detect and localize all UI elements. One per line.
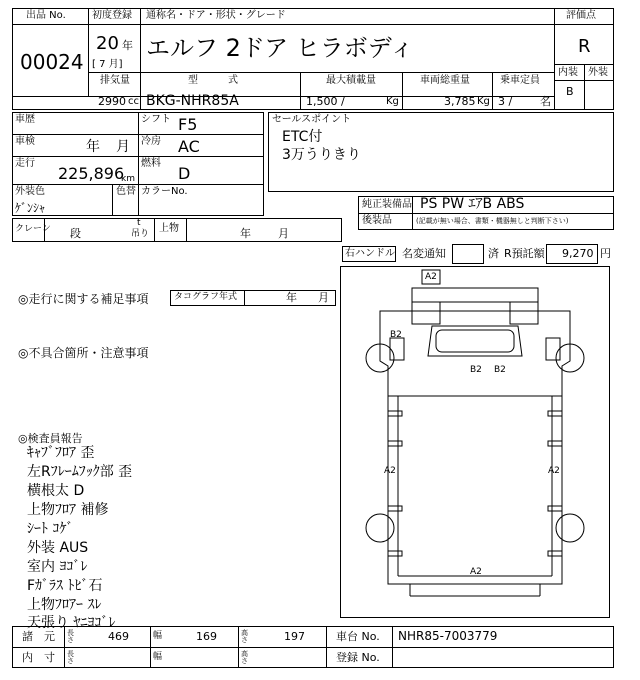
interior-grade-label: 内装 [558,67,578,78]
fuel-label: 燃料 [141,158,161,169]
aftermarket-label: 後装品 [362,215,392,226]
inspector-line: 室内 ﾖｺﾞﾚ [27,559,88,575]
inspector-line: ｼｰﾄ ｺｹﾞ [27,521,74,537]
width-label: 幅 [153,631,163,641]
width-label-2: 幅 [153,652,163,662]
registration-label: 登録 No. [336,651,380,664]
inspector-line: Fｶﾞﾗｽ ﾄﾋﾞ石 [27,578,103,594]
defects-label: ◎不具合箇所・注意事項 [18,346,149,360]
recycle-unit: 円 [600,247,611,260]
max-load-unit: Kg [386,96,399,107]
color-change-label: 色替 [116,186,136,197]
length-label: 長さ [67,629,74,644]
inspector-line: 上物ﾌﾛｱｰ ｽﾚ [27,597,102,613]
rating-value: R [578,36,591,57]
lot-label: 出品 No. [26,10,66,21]
color-no-label: カラーNo. [141,186,188,197]
sales-point-line-1: ETC付 [282,129,323,145]
lot-number: 00024 [20,50,84,74]
damage-mark: B2 [470,365,482,375]
length-label-2: 長さ [67,650,74,665]
vehicle-diagram [340,266,610,618]
tachograph-month-unit: 月 [318,291,329,304]
sales-point-label: セールスポイント [272,114,352,125]
damage-mark: B2 [390,330,402,340]
fuel-value: D [178,164,191,183]
equipment-label: 純正装備品 [362,199,412,210]
name-change-field [452,244,484,264]
first-reg-year: 20 [96,33,119,54]
first-reg-label: 初度登録 [92,10,132,21]
inspector-line: 左Rﾌﾚｰﾑﾌｯｸ部 歪 [27,464,133,480]
inspector-line: ｷｬﾌﾞﾌﾛｱ 歪 [27,445,95,461]
capacity-value: 3 / [498,95,513,108]
ac-value: AC [178,137,200,156]
driving-notes-label: ◎走行に関する補足事項 [18,292,149,306]
exterior-color-value: ｹﾞﾝｼｬ [15,201,46,215]
capacity-unit: 名 [540,95,551,108]
displacement-value: 2990 [98,95,126,108]
chassis-label: 車台 No. [336,630,380,643]
height-label-2: 高さ [241,650,248,665]
displacement-label: 排気量 [100,75,130,86]
inspector-line: 上物ﾌﾛｱ 補修 [27,502,109,518]
damage-mark: A2 [548,466,560,476]
dimensions-label: 諸 元 [22,630,55,643]
aftermarket-note: (記載が無い場合、書類・機器無しと判断下さい) [416,217,569,225]
tachograph-year-unit: 年 [286,291,297,304]
damage-mark: A2 [384,466,396,476]
body-year-unit: 年 [240,227,251,240]
shift-value: F5 [178,115,198,134]
capacity-label: 乗車定員 [500,75,540,86]
damage-mark: A2 [470,567,482,577]
crane-hang-label: 吊り [131,229,150,239]
crane-label: クレーン [15,224,51,234]
chassis-value: NHR85-7003779 [398,629,498,643]
first-reg-year-unit: 年 [122,39,133,52]
damage-mark: B2 [494,365,506,375]
mileage-value: 225,896 [58,164,125,183]
inspector-line: 外装 AUS [27,540,89,556]
model-label: 型 式 [188,75,238,86]
gross-weight-value: 3,785 [444,95,476,108]
tachograph-label: タコグラフ年式 [174,292,238,302]
deposit-label: 済 [488,247,499,260]
steering-label: 右ハンドル [345,248,395,259]
inspector-line: 横根太 D [27,483,85,499]
displacement-unit: cc [128,96,139,107]
ac-label: 冷房 [141,136,161,147]
gross-weight-unit: Kg [477,96,490,107]
max-load-value: 1,500 / [306,95,345,108]
exterior-grade-label: 外装 [588,67,608,78]
inspection-month-unit: 月 [116,139,130,155]
recycle-value: 9,270 [562,247,594,260]
recycle-label: R預託額 [504,247,545,260]
body-month-unit: 月 [278,227,289,240]
length-value: 469 [108,630,129,643]
exterior-color-label: 外装色 [15,186,45,197]
damage-mark: A2 [425,272,437,282]
inspector-label: ◎検査員報告 [18,432,83,445]
interior-dim-label: 内 寸 [22,651,55,664]
vehicle-name-label: 通称名・ドア・形状・グレード [146,10,286,21]
crane-stage-unit: 段 [70,227,81,240]
interior-grade-value: B [566,85,574,98]
height-value: 197 [284,630,305,643]
inspection-label: 車検 [15,136,35,147]
first-reg-month: [ 7 月] [92,59,123,70]
rating-label: 評価点 [566,10,596,21]
inspector-line: 天張り ﾔﾆﾖｺﾞﾚ [27,615,116,631]
mileage-unit: km [121,174,135,184]
crane-ton-unit: t [137,218,141,228]
mileage-label: 走行 [15,158,35,169]
body-label: 上物 [159,223,179,234]
width-value: 169 [196,630,217,643]
vehicle-name: エルフ 2ドア ヒラボディ [146,34,414,62]
inspection-year-unit: 年 [86,139,100,155]
model-value: BKG-NHR85A [146,93,239,109]
equipment-value: PS PW ｴｱB ABS [420,196,525,212]
history-label: 車歴 [15,114,35,125]
name-change-label: 名変通知 [402,247,446,260]
gross-weight-label: 車両総重量 [420,75,470,86]
sales-point-line-2: 3万うりきり [282,147,361,163]
shift-label: シフト [141,114,171,125]
height-label: 高さ [241,629,248,644]
max-load-label: 最大積載量 [326,75,376,86]
